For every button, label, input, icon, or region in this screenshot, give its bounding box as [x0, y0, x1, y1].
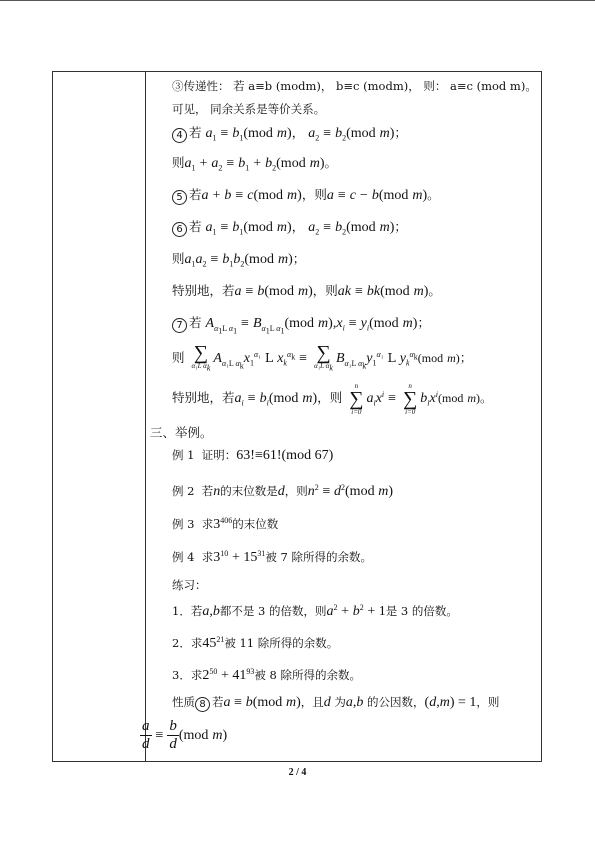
exercise-2: 2．求$45^{21}$被 11 除所得的余数。 [172, 635, 339, 651]
section-3-heading: 三、举例。 [150, 425, 213, 440]
property-6-ruo: 若 [189, 219, 202, 234]
property-8-mid3: 的公因数， [367, 695, 425, 709]
circled-number-7: 7 [172, 318, 187, 333]
exercise-2-num: 2．求 [172, 635, 203, 650]
example-1-text: 证明： [201, 448, 237, 462]
property-3-line [172, 78, 537, 94]
property-5-ruo: 若 [189, 187, 202, 202]
property-3-label: ③传递性： [172, 79, 230, 93]
example-3-text1: 求 [201, 516, 214, 531]
property-8-ruo: 若 [212, 695, 224, 709]
property-4-result: 则$a_1 + a_2 \equiv b_1 + b_2(mod$ m)。 [172, 155, 337, 173]
property-7-result: 则 ∑ α₁L $\alpha_k$ $A_{\alpha_1L \alpha_k}x_1^{\alpha_1}$ L $x_k^{\alpha_k}$ ≡ ∑ α₁L $\alpha_k$ $B_{\alpha_1L \alpha_k}y_1^{\alpha_1}$ L $y_k^{\alpha_k}(mod$ m)； [172, 342, 473, 373]
exercise-3-num: 3．求 [172, 667, 203, 682]
circled-number-6: 6 [172, 222, 187, 237]
property-7-then: 则 [172, 350, 185, 366]
special-1-label: 特别地，若 [172, 283, 235, 298]
example-4: 例 4 求$3^{10} + 15^{31}$被 7 除所得的余数。 [172, 549, 372, 565]
example-2-text2: 的末位数是 [220, 483, 278, 498]
property-4-then: 则 [172, 155, 185, 170]
exercises-title: 练习： [172, 578, 207, 592]
special-2-label: 特别地，若 [172, 390, 235, 406]
fraction-b-over-d: $\frac{b}{d}$ [169, 718, 177, 752]
example-3-text2: 的末位数 [232, 516, 279, 531]
page-number: 2 / 4 [288, 767, 307, 778]
example-4-text2: 被 7 除所得的余数。 [265, 549, 372, 564]
special-case-1: 特别地，若a ≡ b(mod m)，则ak ≡ bk(mod m)。 [172, 283, 441, 299]
circled-number-8: 8 [195, 697, 210, 712]
exercise-1: 1．若a,b都不是 3 的倍数，则$a^2 + b^2 + 1$是 3 的倍数。 [172, 603, 458, 619]
example-4-text1: 求 [201, 549, 214, 564]
exercise-1-end: 是 3 的倍数。 [385, 603, 458, 618]
exercise-2-end: 被 11 除所得的余数。 [224, 635, 339, 650]
example-2-text3: ，则 [284, 483, 308, 498]
property-8-mid: ，且 [300, 695, 324, 709]
example-3-label: 例 3 [172, 516, 195, 531]
circled-number-4: 4 [172, 128, 187, 143]
example-2: 例 2 若n的末位数是d，则$n^2 \equiv d^2(mod$ m) [172, 483, 394, 499]
property-6-then: 则 [172, 251, 185, 266]
exercise-3: 3．求$2^{50} + 41^{93}$被 8 除所得的余数。 [172, 667, 362, 683]
exercise-1-mid: 都不是 3 的倍数，则 [219, 603, 327, 618]
exercise-3-end: 被 8 除所得的余数。 [254, 667, 362, 682]
exercise-1-num: 1．若 [172, 603, 203, 618]
property-8-mid2: 为 [334, 695, 346, 709]
special-1-then: ，则 [312, 283, 338, 298]
property-8-label: 性质 [172, 695, 195, 709]
equivalence-conclusion: 可见， 同余关系是等价关系。 [172, 102, 326, 116]
property-6-result: 则$a_1a_2 \equiv b_1b_2(mod$ m)； [172, 251, 306, 269]
example-3: 例 3 求$3^{406}$的末位数 [172, 516, 279, 532]
circled-number-5: 5 [172, 190, 187, 205]
example-2-label: 例 2 [172, 483, 195, 498]
property-7-line: 7 若 $A_{\alpha_1L \alpha_1} \equiv B_{\alpha_1L \alpha_1}(mod$ $m),x_i \equiv y_i(mod$ m)； [172, 315, 430, 339]
example-2-text1: 若 [201, 483, 214, 498]
property-6-line: 6 若 $a_1 \equiv b_1(mod$ m)， $a_2 \equiv b_2(mod$ m)； [172, 219, 407, 241]
example-1-label: 例 1 [172, 448, 195, 462]
summation-symbol: ∑ α₁L $\alpha_k$ [314, 342, 333, 373]
property-8-result: $\frac{a}{d}$ ≡ $\frac{b}{d}$ (mod m) [142, 718, 228, 752]
property-7-ruo: 若 [189, 315, 202, 330]
summation-symbol: n ∑ i=0 [403, 381, 418, 416]
property-8-then: ，则 [476, 695, 500, 709]
summation-symbol: ∑ α₁L $\alpha_k$ [191, 342, 211, 373]
special-case-2: 特别地，若$a_i \equiv b_i(mod$ m)，则 n ∑ i=0 $a_ix^i$ ≡ n ∑ i=0 $b_ix^i(mod$ m)。 [172, 381, 493, 416]
property-8-line: 性质 8 若a ≡ b(mod m)，且d 为a,b 的公因数，(d,m) = 1，则 [172, 695, 500, 710]
property-5-then: ，则 [301, 187, 327, 202]
special-2-then: ，则 [317, 390, 343, 406]
property-5-line: 5 若a + b ≡ c(mod m)，则a ≡ c − b(mod m)。 [172, 187, 440, 205]
example-1 [172, 447, 333, 464]
example-1-math: 63!≡61!(mod 67) [236, 448, 334, 463]
property-4-ruo: 若 [189, 125, 202, 140]
fraction-a-over-d: $\frac{a}{d}$ [142, 718, 150, 752]
summation-symbol: n ∑ i=0 [349, 381, 364, 416]
property-3-text: 若 a≡b (modm)， b≡c (modm)， 则： a≡c (mod m)。 [229, 79, 537, 93]
example-4-label: 例 4 [172, 549, 195, 564]
property-4-line: 4 若 $a_1 \equiv b_1(mod$ m)， $a_2 \equiv b_2(mod$ m)； [172, 125, 407, 147]
